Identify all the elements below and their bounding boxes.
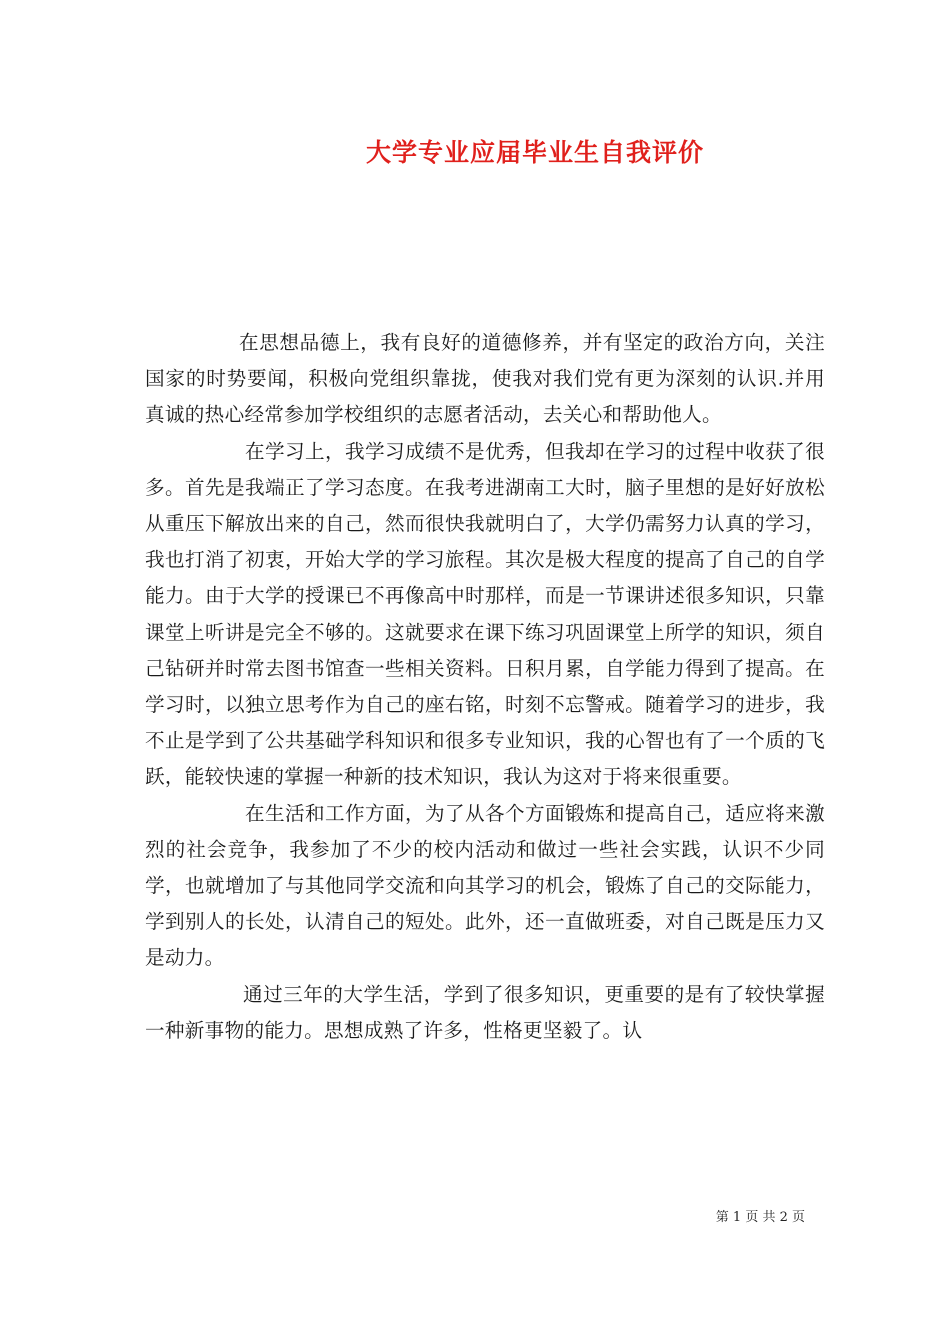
document-title: 大学专业应届毕业生自我评价 [365, 138, 704, 167]
paragraph-study: 在学习上，我学习成绩不是优秀，但我却在学习的过程中收获了很多。首先是我端正了学习态度。在我考进湖南工大时，脑子里想的是好好放松从重压下解放出来的自己，然而很快我就明白了，大学仍需努力认真的学习，我也打消了初衷，开始大学的学习旅程。其次是极大程度的提高了自己的自学能力。由于大学的授课已不再像高中时那样，而是一节课讲述很多知识，只靠课堂上听讲是完全不够的。这就要求在课下练习巩固课堂上所学的知识，须自己钻研并时常去图书馆查一些相关资料。日积月累，自学能力得到了提高。在学习时，以独立思考作为自己的座右铭，时刻不忘警戒。随着学习的进步，我不止是学到了公共基础学科知识和很多专业知识，我的心智也有了一个质的飞跃，能较快速的掌握一种新的技术知识，我认为这对于将来很重要。 [145, 439, 825, 789]
document-body [145, 325, 825, 1049]
paragraph-ideology: 在思想品德上，我有良好的道德修养，并有坚定的政治方向，关注国家的时势要闻，积极向党组织靠拢，使我对我们党有更为深刻的认识.并用真诚的热心经常参加学校组织的志愿者活动，去关心和帮助他人。 [145, 331, 825, 427]
paragraph-summary: 通过三年的大学生活，学到了很多知识，更重要的是有了较快掌握一种新事物的能力。思想成熟了许多，性格更坚毅了。认 [145, 982, 825, 1042]
page-number: 第 1 页 共 2 页 [715, 1210, 805, 1225]
paragraph-life-work: 在生活和工作方面，为了从各个方面锻炼和提高自己，适应将来激烈的社会竞争，我参加了不少的校内活动和做过一些社会实践，认识不少同学，也就增加了与其他同学交流和向其学习的机会，锻炼了自己的交际能力，学到别人的长处，认清自己的短处。此外，还一直做班委，对自己既是压力又是动力。 [145, 801, 825, 970]
